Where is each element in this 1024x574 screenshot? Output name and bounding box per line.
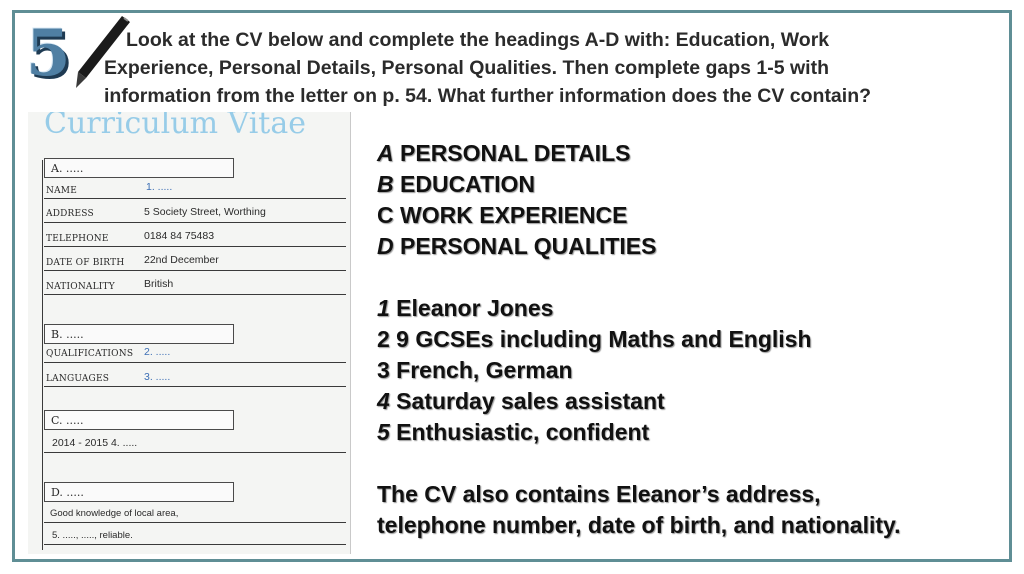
cv-row-line <box>44 270 346 271</box>
instruction-line: Look at the CV below and complete the headings A-D with: Education, Work <box>126 29 830 51</box>
cv-value-qualifications: 2. ..... <box>144 346 171 358</box>
answer-heading-a: A PERSONAL DETAILS <box>377 140 631 166</box>
cv-label-address: ADDRESS <box>46 209 94 219</box>
cv-label-name: NAME <box>46 186 77 196</box>
task-number: 5 <box>26 16 71 91</box>
further-info-line: The CV also contains Eleanor’s address, <box>377 481 821 507</box>
cv-value-languages: 3. ..... <box>144 371 171 383</box>
cv-form-image <box>28 112 351 554</box>
cv-title: Curriculum Vitae <box>44 112 307 141</box>
instruction-line: information from the letter on p. 54. What further information does the CV contain? <box>104 85 872 107</box>
instruction-line: Experience, Personal Details, Personal Qualities. Then complete gaps 1-5 with <box>104 57 829 79</box>
answer-gap-5: 5 Enthusiastic, confident <box>377 419 650 445</box>
cv-label-qualifications: QUALIFICATIONS <box>46 349 134 359</box>
cv-value-nationality: British <box>144 278 174 290</box>
cv-left-rule <box>42 160 43 550</box>
cv-row-line <box>44 544 346 545</box>
cv-value-name: 1. ..... <box>146 181 173 193</box>
cv-row-line <box>44 246 346 247</box>
answer-gap-1: 1 Eleanor Jones <box>377 295 554 321</box>
further-info-line: telephone number, date of birth, and nationality. <box>377 512 901 538</box>
cv-label-languages: LANGUAGES <box>46 374 110 384</box>
answer-heading-b: B EDUCATION <box>377 171 536 197</box>
cv-value-telephone: 0184 84 75483 <box>144 230 215 242</box>
cv-value-work: 2014 - 2015 4. ..... <box>52 437 138 449</box>
answer-heading-d: D PERSONAL QUALITIES <box>377 233 657 259</box>
cv-section-b-heading: B. ..... <box>44 324 234 344</box>
answer-gap-4: 4 Saturday sales assistant <box>377 388 665 414</box>
answer-heading-c: C WORK EXPERIENCE <box>377 202 628 228</box>
cv-row-line <box>44 222 346 223</box>
cv-row-line <box>44 522 346 523</box>
cv-value-qualities-2: 5. ....., ....., reliable. <box>52 530 133 541</box>
cv-value-dob: 22nd December <box>144 254 219 266</box>
cv-value-qualities-1: Good knowledge of local area, <box>50 508 179 519</box>
answer-gap-2: 2 9 GCSEs including Maths and English <box>377 326 812 352</box>
cv-label-telephone: TELEPHONE <box>46 234 109 244</box>
cv-section-d-heading: D. ..... <box>44 482 234 502</box>
cv-row-line <box>44 198 346 199</box>
cv-section-c-heading: C. ..... <box>44 410 234 430</box>
cv-row-line <box>44 294 346 295</box>
answer-key <box>377 138 997 541</box>
task-instruction <box>104 26 984 110</box>
cv-label-dob: DATE OF BIRTH <box>46 258 125 268</box>
cv-row-line <box>44 386 346 387</box>
cv-row-line <box>44 452 346 453</box>
cv-row-line <box>44 362 346 363</box>
cv-value-address: 5 Society Street, Worthing <box>144 206 266 218</box>
answer-gap-3: 3 French, German <box>377 357 573 383</box>
cv-label-nationality: NATIONALITY <box>46 282 115 292</box>
cv-section-a-heading: A. ..... <box>44 158 234 178</box>
